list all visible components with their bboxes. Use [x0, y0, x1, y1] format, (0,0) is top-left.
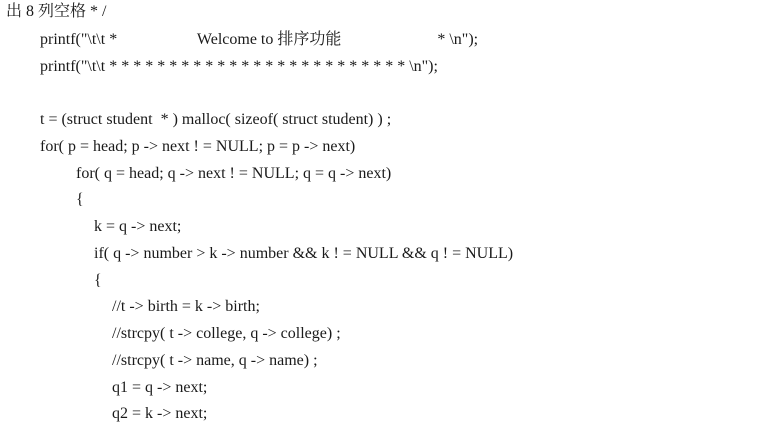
code-line-9: if( q -> number > k -> number && k ! = NULL && q ! = NULL)	[94, 245, 514, 262]
code-line-3: printf("\t\t * * * * * * * * * * * * * * * * * * * * * * * * * \n");	[40, 58, 438, 75]
code-line-7: {	[76, 191, 84, 208]
code-line-13: //strcpy( t -> name, q -> name) ;	[112, 352, 318, 369]
code-line-1: 出 8 列空格 * /	[6, 3, 107, 20]
code-line-11: //t -> birth = k -> birth;	[112, 298, 260, 315]
code-line-10: {	[94, 272, 102, 289]
code-line-5: for( p = head; p -> next ! = NULL; p = p -> next)	[40, 138, 356, 155]
code-line-6: for( q = head; q -> next ! = NULL; q = q -> next)	[76, 165, 392, 182]
code-line-12: //strcpy( t -> college, q -> college) ;	[112, 325, 341, 342]
code-line-15: q2 = k -> next;	[112, 405, 208, 422]
code-line-2: printf("\t\t * Welcome to 排序功能 * \n");	[40, 31, 479, 48]
code-line-4: t = (struct student * ) malloc( sizeof( struct student) ) ;	[40, 111, 392, 128]
code-line-14: q1 = q -> next;	[112, 379, 208, 396]
code-line-8: k = q -> next;	[94, 218, 182, 235]
